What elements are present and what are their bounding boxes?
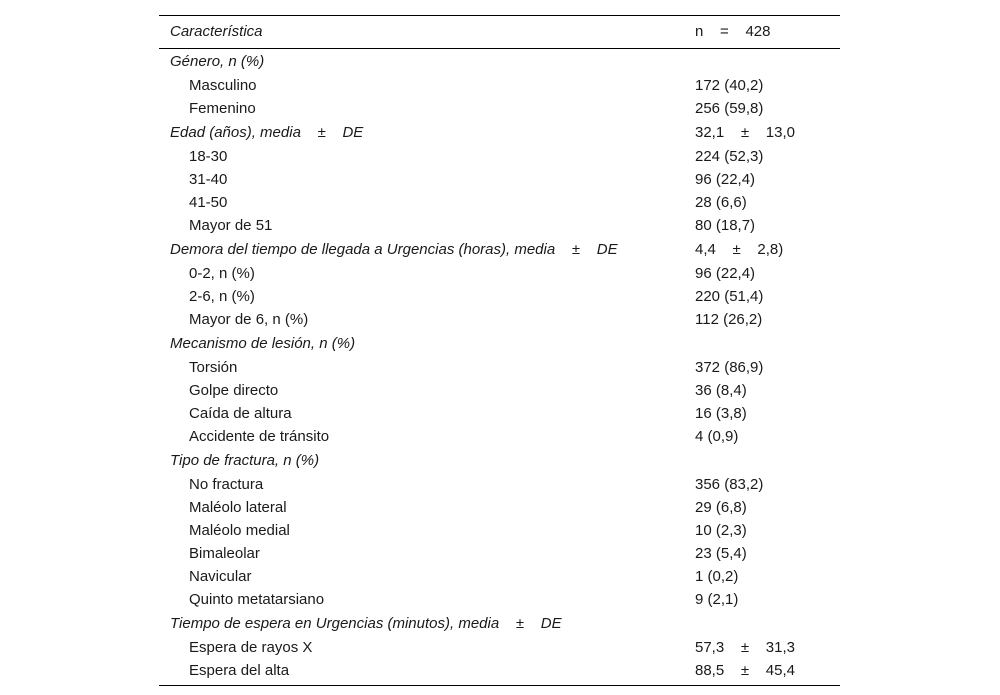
row-label: Femenino <box>189 100 256 117</box>
row-label: Espera del alta <box>189 662 290 679</box>
row-value: 9 (2,1) <box>695 591 739 608</box>
row-value: 96 (22,4) <box>695 171 756 188</box>
row-value: 88,5 ± 45,4 <box>695 662 795 679</box>
row-value: 256 (59,8) <box>695 100 764 117</box>
table-row <box>159 425 840 448</box>
row-value: 1 (0,2) <box>695 568 739 585</box>
row-label: Maléolo medial <box>189 522 290 539</box>
table-row <box>159 262 840 285</box>
table-row <box>159 74 840 97</box>
data-table <box>159 15 840 686</box>
row-value: 356 (83,2) <box>695 476 764 493</box>
table-row <box>159 496 840 519</box>
row-value: 23 (5,4) <box>695 545 747 562</box>
row-label: Mayor de 51 <box>189 217 273 234</box>
section-label: Tiempo de espera en Urgencias (minutos), media ± DE <box>170 615 562 632</box>
row-value: 220 (51,4) <box>695 288 764 305</box>
table-row <box>159 519 840 542</box>
section-label: Mecanismo de lesión, n (%) <box>170 335 356 352</box>
table-body <box>159 49 840 685</box>
row-label: Espera de rayos X <box>189 639 313 656</box>
row-value: 112 (26,2) <box>695 311 763 328</box>
row-label: 0-2, n (%) <box>189 265 255 282</box>
table-row <box>159 565 840 588</box>
row-value: 36 (8,4) <box>695 382 747 399</box>
section-label: Edad (años), media ± DE <box>170 124 364 141</box>
table-row <box>159 191 840 214</box>
table-row <box>159 285 840 308</box>
section-label: Demora del tiempo de llegada a Urgencias (horas), media ± DE <box>170 241 618 258</box>
table-section-row <box>159 448 840 473</box>
row-value: 32,1 ± 13,0 <box>695 124 795 141</box>
row-label: 41-50 <box>189 194 228 211</box>
table-row <box>159 379 840 402</box>
row-label: Mayor de 6, n (%) <box>189 311 309 328</box>
row-label: Accidente de tránsito <box>189 428 330 445</box>
row-value: 29 (6,8) <box>695 499 747 516</box>
row-value: 96 (22,4) <box>695 265 756 282</box>
row-label: 2-6, n (%) <box>189 288 255 305</box>
table-row <box>159 636 840 659</box>
row-label: Caída de altura <box>189 405 292 422</box>
table-section-row <box>159 331 840 356</box>
row-value: 16 (3,8) <box>695 405 747 422</box>
table-row <box>159 214 840 237</box>
table-row <box>159 356 840 379</box>
row-label: Maléolo lateral <box>189 499 287 516</box>
table-row <box>159 473 840 496</box>
row-value: 4,4 ± 2,8) <box>695 241 784 258</box>
row-label: Torsión <box>189 359 238 376</box>
table-row <box>159 588 840 611</box>
row-value: 28 (6,6) <box>695 194 747 211</box>
table-row <box>159 145 840 168</box>
row-value: 80 (18,7) <box>695 217 756 234</box>
table-row <box>159 402 840 425</box>
table-row <box>159 659 840 685</box>
row-value: 4 (0,9) <box>695 428 739 445</box>
table-row <box>159 97 840 120</box>
table-row <box>159 168 840 191</box>
table-row <box>159 308 840 331</box>
row-label: No fractura <box>189 476 264 493</box>
header-label: Característica <box>170 23 263 40</box>
header-value: n = 428 <box>695 23 771 40</box>
row-label: Golpe directo <box>189 382 279 399</box>
row-label: Bimaleolar <box>189 545 260 562</box>
row-label: 18-30 <box>189 148 228 165</box>
table-section-row <box>159 237 840 262</box>
row-value: 224 (52,3) <box>695 148 764 165</box>
table-section-row <box>159 120 840 145</box>
table-row <box>159 542 840 565</box>
table-section-row <box>159 611 840 636</box>
row-value: 172 (40,2) <box>695 77 764 94</box>
row-label: Masculino <box>189 77 257 94</box>
row-label: 31-40 <box>189 171 228 188</box>
row-label: Quinto metatarsiano <box>189 591 325 608</box>
table-header <box>159 16 840 49</box>
row-value: 372 (86,9) <box>695 359 764 376</box>
table-section-row <box>159 49 840 74</box>
section-label: Género, n (%) <box>170 53 265 70</box>
row-label: Navicular <box>189 568 252 585</box>
row-value: 10 (2,3) <box>695 522 747 539</box>
section-label: Tipo de fractura, n (%) <box>170 452 320 469</box>
row-value: 57,3 ± 31,3 <box>695 639 795 656</box>
